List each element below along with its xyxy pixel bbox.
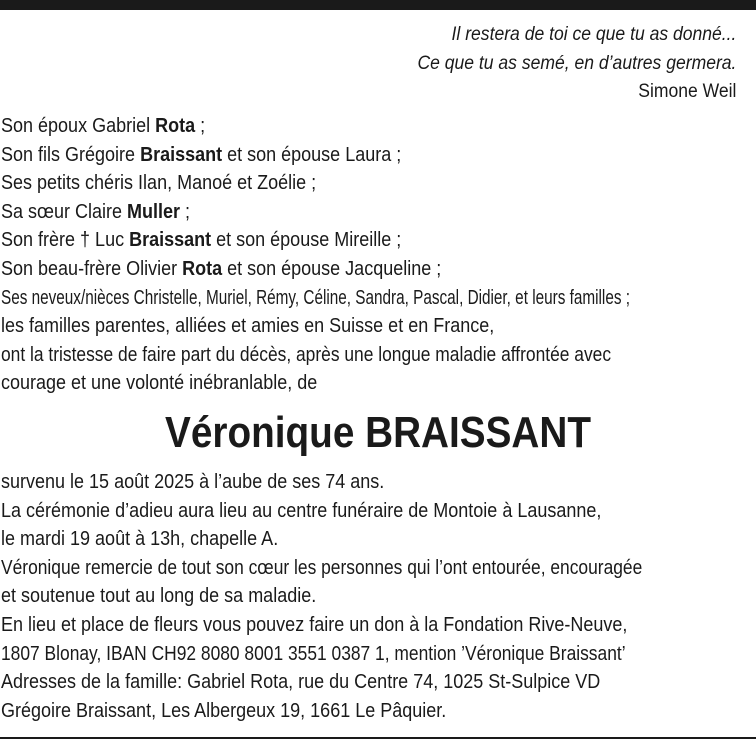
- bottom-rule: [0, 737, 756, 739]
- quote-line-1: Il restera de toi ce que tu as donné...: [451, 23, 736, 45]
- family-line: Son fils Grégoire Braissant et son épouse Laura ;: [1, 143, 402, 166]
- details-text: [1, 468, 756, 725]
- family-line: Sa sœur Claire Muller ;: [1, 200, 191, 223]
- detail-line: et soutenue tout au long de sa maladie.: [1, 585, 317, 608]
- quote-author: Simone Weil: [637, 80, 736, 102]
- detail-line: La cérémonie d’adieu aura lieu au centre funéraire de Montoie à Lausanne,: [1, 499, 602, 522]
- family-line: courage et une volonté inébranlable, de: [1, 372, 318, 395]
- family-line: Ses neveux/nièces Christelle, Muriel, Rémy, Céline, Sandra, Pascal, Didier, et leurs familles ;: [1, 286, 630, 309]
- family-line: Son frère † Luc Braissant et son épouse Mireille ;: [1, 229, 402, 252]
- detail-line: Grégoire Braissant, Les Albergeux 19, 1661 Le Pâquier.: [1, 699, 447, 722]
- detail-line: En lieu et place de fleurs vous pouvez faire un don à la Fondation Rive-Neuve,: [1, 613, 628, 636]
- family-line: Son beau-frère Olivier Rota et son épouse Jacqueline ;: [1, 257, 442, 280]
- epigraph-quote: [417, 20, 736, 106]
- family-line: ont la tristesse de faire part du décès, après une longue maladie affrontée avec: [1, 343, 612, 366]
- family-line: Son époux Gabriel Rota ;: [1, 115, 206, 137]
- detail-line: survenu le 15 août 2025 à l’aube de ses 74 ans.: [1, 471, 385, 493]
- detail-line: Véronique remercie de tout son cœur les personnes qui l’ont entourée, encouragée: [1, 556, 643, 579]
- deceased-name: Véronique BRAISSANT: [165, 408, 591, 457]
- detail-line: 1807 Blonay, IBAN CH92 8080 8001 3551 0387 1, mention ’Véronique Braissant’: [1, 642, 626, 665]
- quote-line-2: Ce que tu as semé, en d’autres germera.: [417, 51, 736, 74]
- top-rule: [0, 0, 756, 10]
- family-list: [1, 112, 756, 398]
- detail-line: Adresses de la famille: Gabriel Rota, rue du Centre 74, 1025 St-Sulpice VD: [1, 671, 601, 694]
- family-line: Ses petits chéris Ilan, Manoé et Zoélie ;: [1, 172, 317, 195]
- family-line: les familles parentes, alliées et amies en Suisse et en France,: [1, 315, 495, 338]
- detail-line: le mardi 19 août à 13h, chapelle A.: [1, 528, 279, 551]
